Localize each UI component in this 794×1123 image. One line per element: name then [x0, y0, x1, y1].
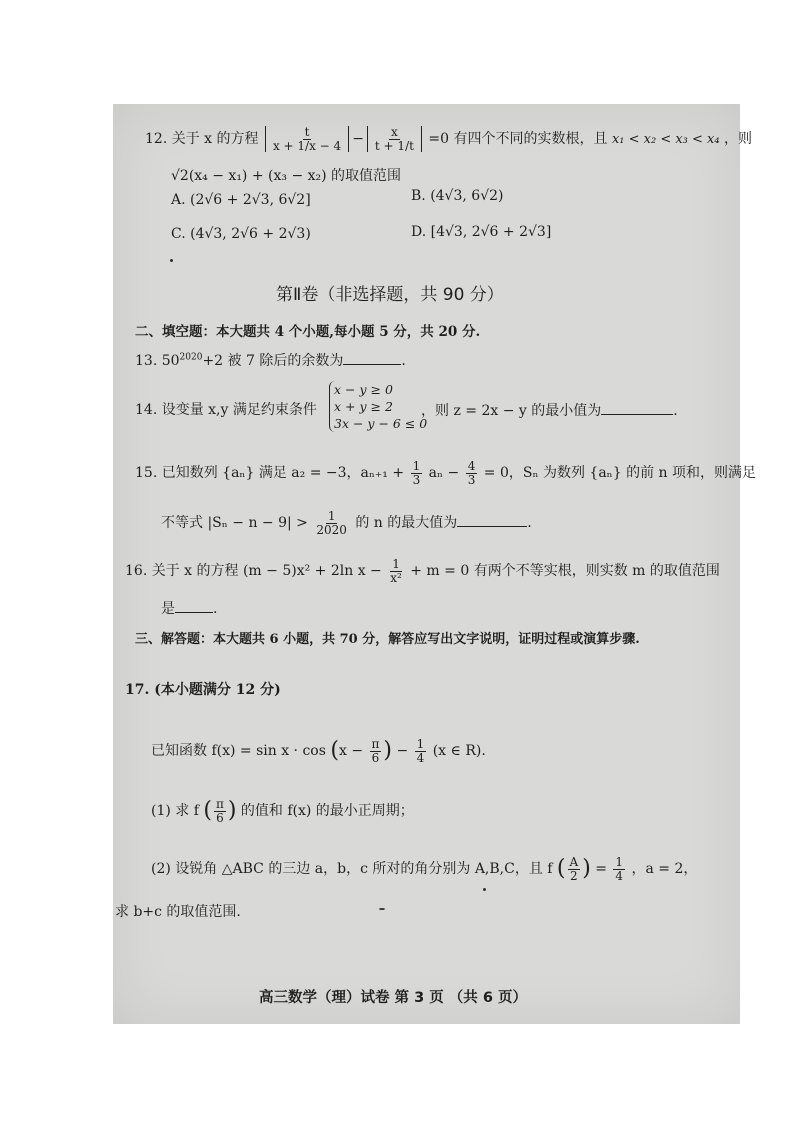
q17-pi-den: 6: [371, 750, 380, 765]
q16-frac-den: x²: [390, 570, 402, 585]
q15-text-d: 不等式 |Sₙ − n − 9| >: [161, 515, 308, 532]
det-right-bottom: t + 1/t: [374, 138, 414, 153]
q15-text-e: 的 n 的最大值为: [355, 515, 458, 532]
q12-option-c: C. (4√3, 2√6 + 2√3): [171, 226, 311, 242]
q15-text-b: aₙ −: [428, 465, 460, 482]
q14-constraint-2: x + y ≥ 2: [334, 399, 393, 414]
q15-frac2-den: 3: [467, 472, 476, 487]
det-left: [265, 126, 349, 152]
det-right-top: x: [391, 125, 398, 139]
q15-frac3-num: 1: [327, 509, 336, 523]
q15-line1: [135, 460, 756, 486]
q15-text-c: = 0，Sₙ 为数列 {aₙ} 的前 n 项和，则满足: [483, 465, 757, 482]
q16-text-c: 是: [161, 601, 175, 617]
q14-text-a: 14. 设变量 x,y 满足约束条件: [135, 402, 317, 418]
q17-part1-a: (1) 求 f: [151, 803, 199, 820]
q17-heading: 17. (本小题满分 12 分): [125, 682, 281, 698]
q13-base: 13. 50: [135, 353, 180, 369]
q15-end: .: [527, 515, 532, 532]
page-footer: 高三数学（理）试卷 第 3 页 （共 6 页）: [259, 990, 527, 1006]
q17-quarter-den: 4: [416, 750, 425, 765]
q12-determinant: $\frac{t}{x + 1/x - 4}$ − $\frac{x}{t + 1/t}$: [265, 126, 422, 152]
q14-constraint-1: x − y ≥ 0: [334, 382, 393, 397]
q15-line2: [161, 510, 532, 536]
q12-option-a: A. (2√6 + 2√3, 6√2]: [171, 192, 311, 208]
q16-answer-blank[interactable]: [175, 600, 213, 613]
q13-exponent: 2020: [179, 352, 203, 363]
q17-quarter-num: 1: [416, 737, 425, 752]
q16-line2: [161, 600, 217, 618]
q13-answer-blank[interactable]: [343, 352, 401, 365]
exam-page: [113, 104, 757, 1024]
q15-frac1-num: 1: [412, 459, 421, 473]
q17-part1-pi-num: π: [215, 797, 224, 812]
q12-line1: [145, 126, 752, 152]
q14-text-b: ，则 z = 2x − y 的最小值为: [421, 403, 602, 419]
q12-text-b: =0 有四个不同的实数根，且: [428, 131, 608, 148]
q14-constraint-3: 3x − y − 6 ≤ 0: [334, 416, 428, 431]
q12-inequality: x₁ < x₂ < x₃ < x₄: [611, 132, 720, 148]
q12-text-a: 12. 关于 x 的方程: [145, 131, 259, 148]
det-right: [367, 126, 422, 152]
q15-answer-blank[interactable]: [457, 514, 527, 527]
q17-part2: (2) 设锐角 △ABC 的三边 a，b，c 所对的角分别为 A,B,C，且 f ( $\frac{A}{2}$ ) = $\frac{1}{4}$ ，a = 2，: [151, 855, 698, 883]
q12-line2: √2(x₄ − x₁) + (x₃ − x₂) 的取值范围: [171, 168, 402, 184]
q12-option-b: B. (4√3, 6√2): [411, 188, 504, 204]
q15-text-a: 15. 已知数列 {aₙ} 满足 a₂ = −3，aₙ₊₁ +: [135, 465, 405, 482]
q16-frac-num: 1: [392, 557, 400, 571]
q17-given-d: (x ∈ R).: [432, 743, 486, 760]
q16-text-a: 16. 关于 x 的方程 (m − 5)x² + 2ln x −: [125, 563, 382, 580]
q17-half-a-num: A: [569, 855, 579, 870]
q12-option-d: D. [4√3, 2√6 + 2√3]: [411, 224, 552, 240]
q15-frac2-num: 4: [467, 459, 476, 473]
stray-mark-2: [483, 888, 486, 891]
det-left-bottom: x + 1/x − 4: [272, 138, 342, 153]
q17-given-c: −: [396, 743, 409, 760]
q16-end: .: [213, 601, 218, 617]
q17-value-den: 4: [615, 868, 624, 883]
q17-part1: (1) 求 f ( $\frac{\pi}{6}$ ) 的值和 f(x) 的最小正周期；: [151, 797, 414, 825]
q14-constraint-system: [329, 381, 427, 432]
q13-end: .: [401, 353, 406, 369]
q17-value-num: 1: [615, 855, 624, 870]
q17-pi-num: π: [371, 737, 380, 752]
q17-part2-c: ，a = 2，: [631, 861, 698, 878]
q14-line: [421, 402, 678, 420]
stray-mark: [170, 259, 173, 262]
q16-line1: [125, 558, 720, 584]
q17-part1-b: 的值和 f(x) 的最小正周期；: [240, 803, 414, 820]
q17-part2-a: (2) 设锐角 △ABC 的三边 a，b，c 所对的角分别为 A,B,C，且 f: [151, 861, 553, 878]
stray-mark-3: [379, 908, 385, 910]
det-left-top: t: [304, 125, 310, 139]
q13-text: +2 被 7 除后的余数为: [202, 353, 344, 369]
q17-part2-d: 求 b+c 的取值范围.: [115, 904, 241, 920]
q14-end: .: [673, 403, 678, 419]
q17-half-a-den: 2: [570, 868, 578, 883]
q14-answer-blank[interactable]: [601, 402, 673, 415]
q12-text-d: ，则: [724, 131, 753, 148]
q17-given-a: 已知函数 f(x) = sin x · cos: [151, 743, 326, 760]
q15-frac3-den: 2020: [316, 522, 347, 537]
section2-heading: 二、填空题：本大题共 4 个小题,每小题 5 分，共 20 分.: [135, 324, 481, 340]
section3-heading: 三、解答题：本大题共 6 小题，共 70 分，解答应写出文字说明，证明过程或演算步骤.: [135, 632, 640, 647]
q17-given-b: x −: [338, 743, 364, 760]
q17-given: 已知函数 f(x) = sin x · cos (x − $\frac{\pi}{6}$ ) − $\frac{1}{4}$ (x ∈ R).: [151, 737, 486, 765]
q17-part1-pi-den: 6: [216, 810, 224, 825]
q16-text-b: + m = 0 有两个不等实根，则实数 m 的取值范围: [410, 563, 720, 580]
q17-part2-b: =: [595, 861, 607, 878]
q13: [135, 352, 406, 370]
q15-frac1-den: 3: [412, 472, 421, 487]
part2-title: 第Ⅱ卷（非选择题，共 90 分）: [276, 285, 504, 305]
